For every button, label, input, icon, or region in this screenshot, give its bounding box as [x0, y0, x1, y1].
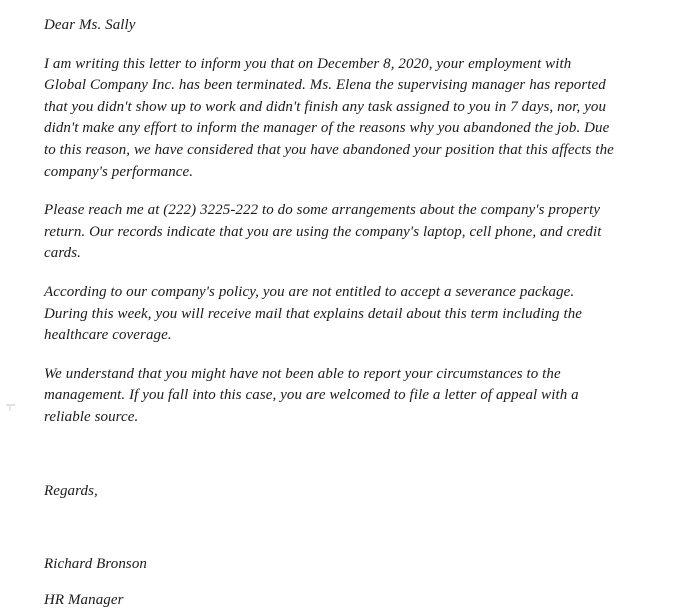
salutation — [44, 14, 628, 36]
paragraph-line: According to our company's policy, you are not entitled to accept a severance package. — [44, 282, 575, 300]
paragraph-line: I am writing this letter to inform you that on December 8, 2020, your employment with — [44, 54, 572, 72]
paragraph-line: management. If you fall into this case, you are welcomed to file a letter of appeal with a — [44, 386, 579, 404]
salutation-line: Dear Ms. Sally — [44, 16, 136, 33]
paragraph-line: During this week, you will receive mail that explains detail about this term including the — [44, 304, 583, 322]
paragraph-line: healthcare coverage. — [44, 326, 172, 344]
paragraph-line: company's performance. — [44, 162, 194, 180]
signature-title — [44, 589, 628, 610]
scan-artifact-bar — [6, 404, 15, 406]
paragraph-line: Please reach me at (222) 3225-222 to do some arrangements about the company's property — [44, 201, 601, 219]
signature-name — [44, 553, 628, 575]
scan-artifact-speck — [6, 404, 15, 411]
paragraph-line: to this reason, we have considered that you have abandoned your position that this affects the — [44, 140, 614, 158]
paragraph-line: cards. — [44, 244, 82, 262]
paragraph-line: that you didn't show up to work and didn't finish any task assigned to you in 7 days, nor, you — [44, 97, 607, 115]
paragraph-2 — [44, 199, 628, 264]
closing — [44, 480, 628, 502]
scan-artifact-stem — [9, 405, 11, 411]
letter-body — [44, 0, 628, 608]
paragraph-4 — [44, 363, 628, 428]
paragraph-line: return. Our records indicate that you are using the company's laptop, cell phone, and credit — [44, 222, 602, 240]
signature-name-line: Richard Bronson — [44, 555, 148, 573]
paragraph-line: We understand that you might have not been able to report your circumstances to the — [44, 364, 561, 382]
paragraph-1 — [44, 53, 628, 183]
closing-line: Regards, — [44, 481, 98, 499]
paragraph-line: Global Company Inc. has been terminated. Ms. Elena the supervising manager has reported — [44, 76, 606, 94]
paragraph-line: reliable source. — [44, 407, 139, 425]
paragraph-3 — [44, 281, 628, 346]
signature-title-line: HR Manager — [44, 590, 124, 608]
paragraph-line: didn't make any effort to inform the manager of the reasons why you abandoned the job. Due — [44, 119, 610, 137]
